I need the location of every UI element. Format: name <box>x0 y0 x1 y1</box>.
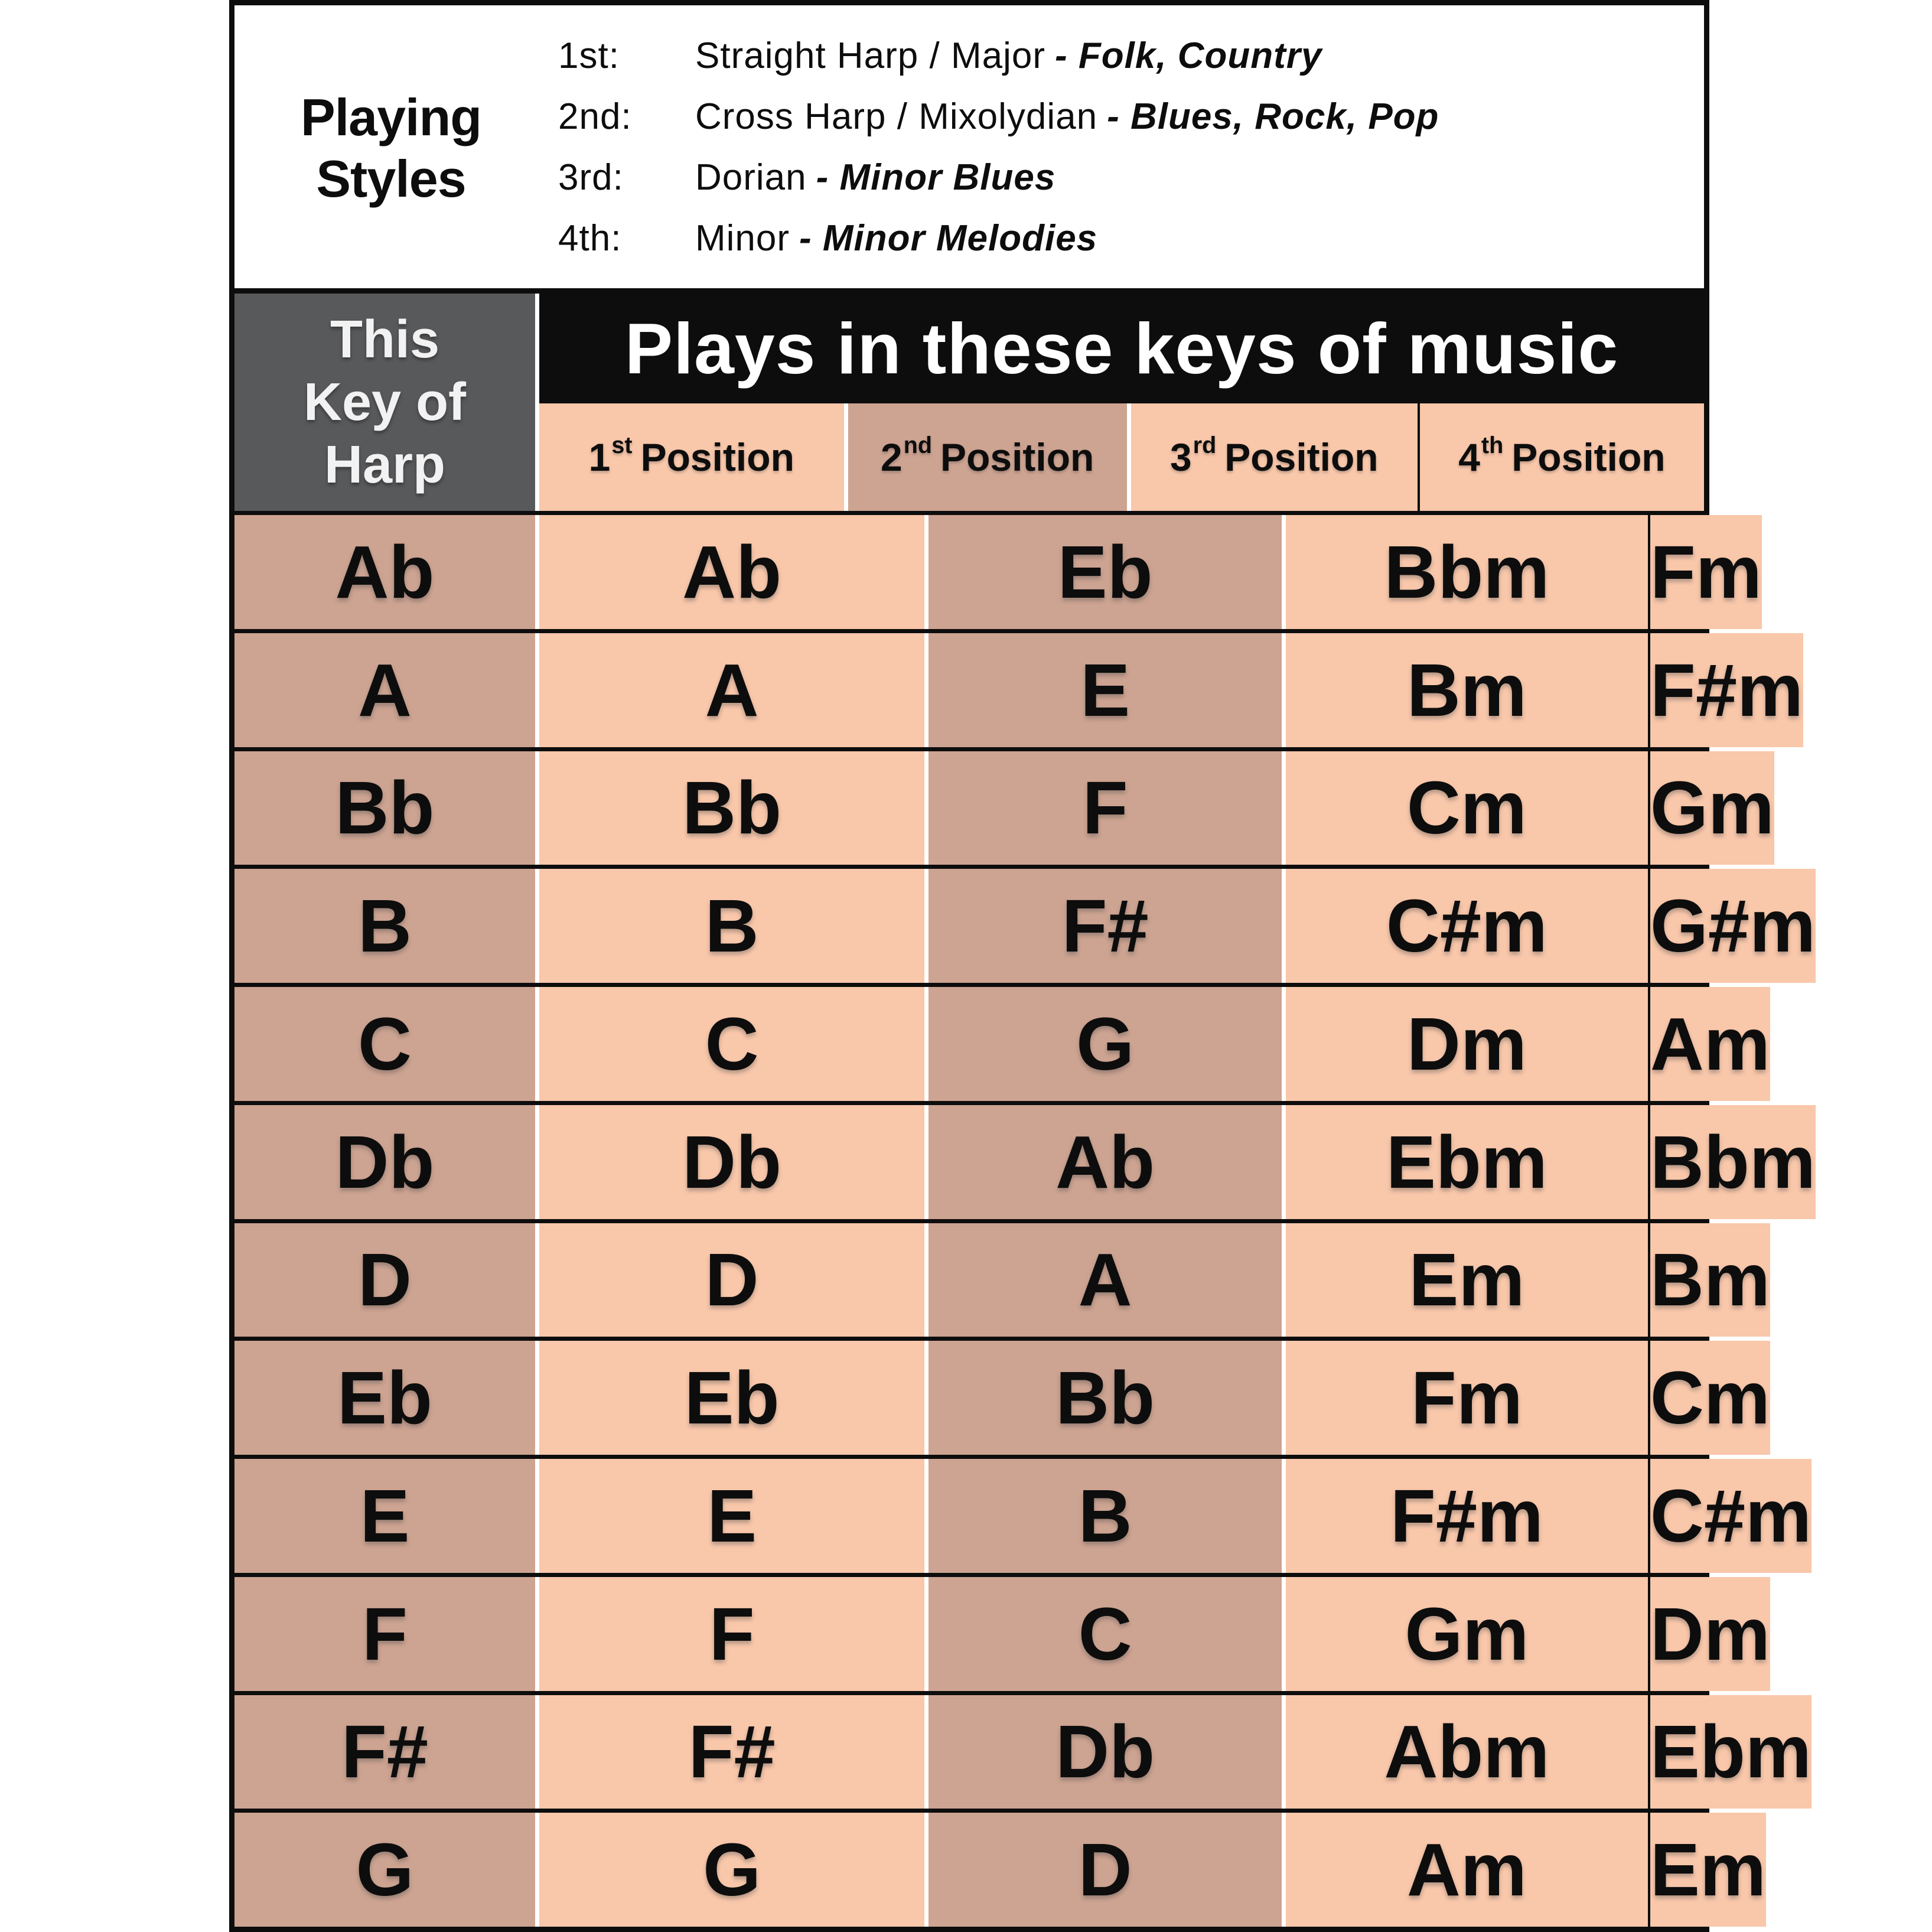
column-header-2nd-position: 2 $^{nd}$ Position <box>848 403 1131 511</box>
harp-key-cell: Ab <box>234 515 539 629</box>
harp-key-cell: Db <box>234 1105 539 1219</box>
style-description: Minor <box>695 218 790 259</box>
harp-key-header-line2: Key of <box>303 373 467 432</box>
position-cell: Cm <box>1650 1341 1770 1455</box>
position-cell: G <box>539 1813 928 1927</box>
table-body <box>234 515 1816 1927</box>
table-row <box>234 515 1762 633</box>
position-cell: Eb <box>539 1341 928 1455</box>
position-cell: Bbm <box>1650 1105 1816 1219</box>
style-description: Straight Harp / Major <box>695 35 1045 76</box>
position-cell: Bb <box>928 1341 1286 1455</box>
table-row <box>234 869 1816 987</box>
position-cell: F <box>928 751 1286 865</box>
position-cell: B <box>539 869 928 983</box>
harp-key-header-line1: This <box>330 310 439 369</box>
position-cell: Bb <box>539 751 928 865</box>
position-cell: B <box>928 1459 1286 1573</box>
table-row <box>234 1105 1816 1223</box>
table-row <box>234 633 1803 751</box>
table-row <box>234 1577 1770 1695</box>
style-genres: - Minor Melodies <box>799 218 1098 259</box>
position-cell: Bm <box>1650 1223 1770 1337</box>
style-genres: - Blues, Rock, Pop <box>1107 96 1439 137</box>
harp-key-cell: D <box>234 1223 539 1337</box>
table-row <box>234 987 1770 1105</box>
harp-key-cell: B <box>234 869 539 983</box>
positions-table <box>229 294 1816 1932</box>
position-cell: C <box>928 1577 1286 1691</box>
harp-key-cell: G <box>234 1813 539 1927</box>
position-cell: Am <box>1286 1813 1650 1927</box>
position-cell: Dm <box>1286 987 1650 1101</box>
harp-key-cell: E <box>234 1459 539 1573</box>
playing-styles-panel <box>229 0 1709 294</box>
harp-key-cell: F# <box>234 1695 539 1809</box>
table-row <box>234 1813 1766 1927</box>
position-cell: Db <box>928 1695 1286 1809</box>
harp-key-header <box>234 294 539 511</box>
position-cell: Gm <box>1650 751 1774 865</box>
position-cell: C#m <box>1650 1459 1812 1573</box>
position-cell: Db <box>539 1105 928 1219</box>
harp-key-header-line3: Harp <box>324 435 446 494</box>
playing-styles-title-line2: Styles <box>316 149 466 208</box>
position-cell: F#m <box>1286 1459 1650 1573</box>
position-cell: Em <box>1286 1223 1650 1337</box>
position-cell: E <box>928 633 1286 747</box>
position-cell: Ab <box>928 1105 1286 1219</box>
position-cell: F#m <box>1650 633 1803 747</box>
position-cell: Cm <box>1286 751 1650 865</box>
position-header-row <box>539 403 1704 511</box>
harp-key-cell: A <box>234 633 539 747</box>
position-cell: D <box>928 1813 1286 1927</box>
harp-key-cell: Bb <box>234 751 539 865</box>
table-row <box>234 1695 1812 1813</box>
playing-styles-title-line1: Playing <box>301 88 481 146</box>
position-cell: G <box>928 987 1286 1101</box>
column-header-1st-position: 1 $^{st}$ Position <box>539 403 848 511</box>
position-cell: C <box>539 987 928 1101</box>
table-row <box>234 1341 1770 1459</box>
style-ordinal: 2nd: <box>558 96 632 137</box>
position-cell: Bbm <box>1286 515 1650 629</box>
position-cell: Ebm <box>1286 1105 1650 1219</box>
position-cell: Fm <box>1286 1341 1650 1455</box>
position-cell: Ab <box>539 515 928 629</box>
table-banner: Plays in these keys of music <box>539 294 1704 403</box>
playing-style-item <box>558 208 1439 269</box>
style-genres: - Folk, Country <box>1055 35 1322 76</box>
table-row <box>234 1223 1770 1341</box>
style-description: Cross Harp / Mixolydian <box>695 96 1098 137</box>
position-cell: G#m <box>1650 869 1816 983</box>
position-cell: Am <box>1650 987 1770 1101</box>
position-cell: E <box>539 1459 928 1573</box>
position-cell: Dm <box>1650 1577 1770 1691</box>
table-row <box>234 1459 1812 1577</box>
harp-key-cell: F <box>234 1577 539 1691</box>
style-genres: - Minor Blues <box>816 157 1056 198</box>
playing-styles-title <box>258 87 524 210</box>
style-ordinal: 1st: <box>558 35 620 76</box>
position-cell: Ebm <box>1650 1695 1812 1809</box>
harp-key-cell: Eb <box>234 1341 539 1455</box>
position-cell: Gm <box>1286 1577 1650 1691</box>
playing-style-item <box>558 25 1439 86</box>
position-cell: Eb <box>928 515 1286 629</box>
position-cell: Abm <box>1286 1695 1650 1809</box>
playing-style-item <box>558 147 1439 208</box>
position-cell: D <box>539 1223 928 1337</box>
playing-style-item <box>558 86 1439 147</box>
column-header-3rd-position: 3 $^{rd}$ Position <box>1131 403 1420 511</box>
style-ordinal: 3rd: <box>558 157 624 198</box>
table-header <box>234 294 1704 515</box>
position-cell: Em <box>1650 1813 1766 1927</box>
position-cell: A <box>928 1223 1286 1337</box>
style-ordinal: 4th: <box>558 218 622 259</box>
playing-styles-list <box>558 25 1439 269</box>
position-cell: Fm <box>1650 515 1762 629</box>
style-description: Dorian <box>695 157 807 198</box>
position-cell: A <box>539 633 928 747</box>
harp-key-cell: C <box>234 987 539 1101</box>
position-cell: F# <box>539 1695 928 1809</box>
table-row <box>234 751 1774 869</box>
position-cell: Bm <box>1286 633 1650 747</box>
position-cell: C#m <box>1286 869 1650 983</box>
position-cell: F <box>539 1577 928 1691</box>
column-header-4th-position: 4 $^{th}$ Position <box>1420 403 1704 511</box>
position-cell: F# <box>928 869 1286 983</box>
